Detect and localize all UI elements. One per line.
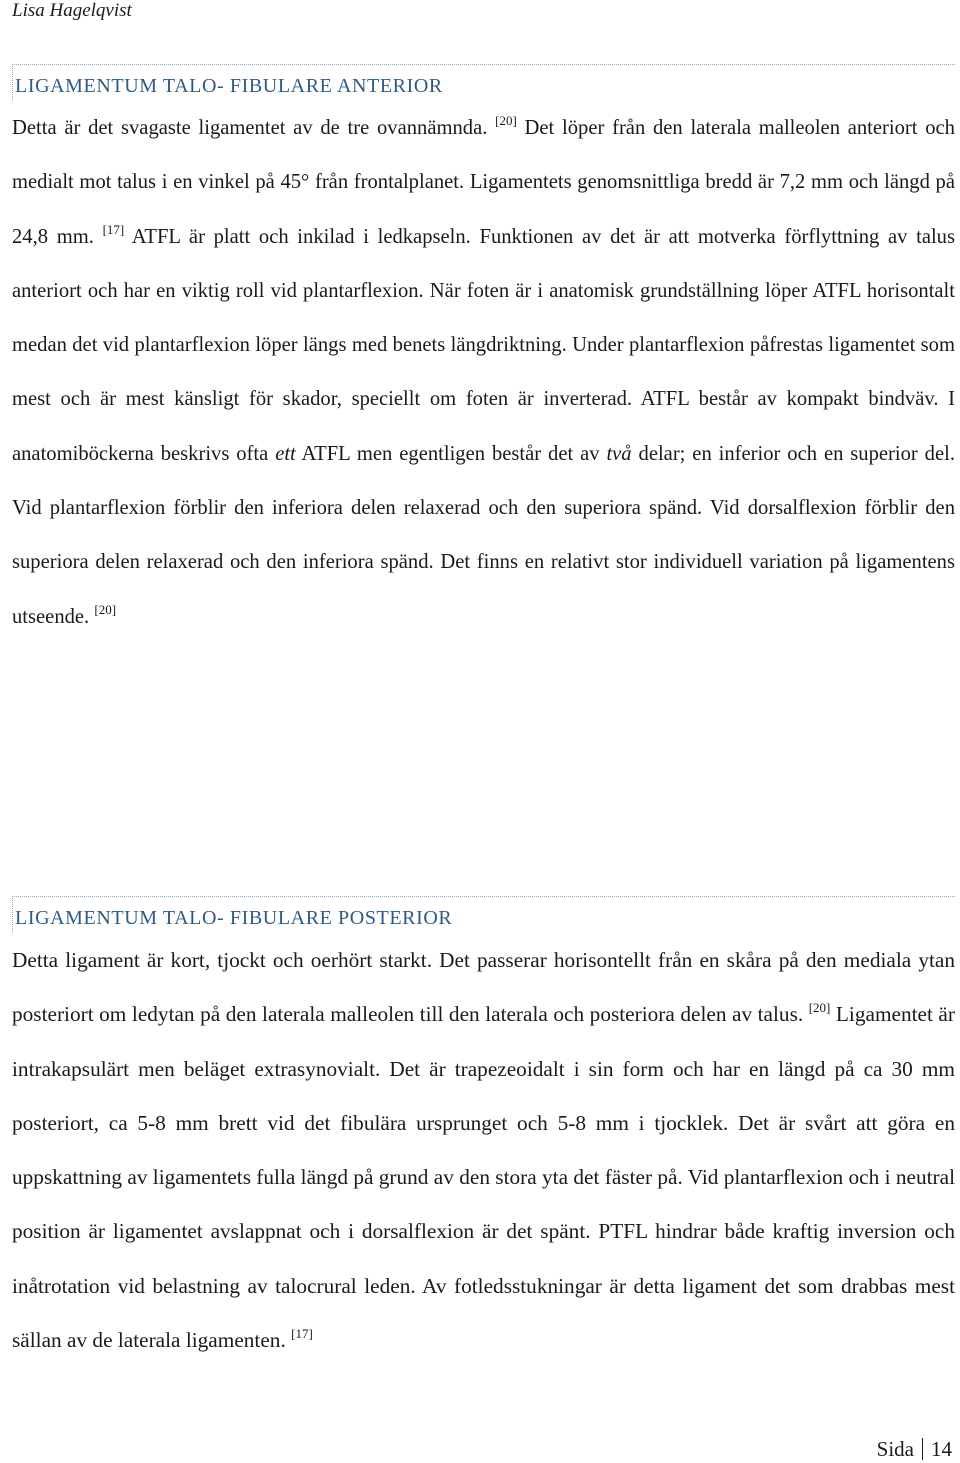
text-run: Detta är det svagaste ligamentet av de tre ovannämnda. [12,117,496,139]
citation-ref: [17] [102,221,125,237]
header-author: Lisa Hagelqvist [12,0,132,21]
body-paragraph [12,101,955,644]
body-paragraph [12,933,955,1367]
text-run: ATFL men egentligen består det av [295,442,607,465]
text-run: Detta ligament är kort, tjockt och oerhört starkt. Det passerar horisontellt från en skåra på den mediala ytan posteriort om ledytan på den laterala malleolen till den laterala och posteriora delen av talus. [12,948,955,1027]
emphasized-text: två [606,442,632,465]
section-heading: LIGAMENTUM TALO- FIBULARE ANTERIOR [15,75,443,97]
citation-ref: [20] [808,1000,831,1016]
section-atfl [12,64,955,644]
section-heading: LIGAMENTUM TALO- FIBULARE POSTERIOR [15,907,453,929]
section-heading-frame [12,64,955,101]
citation-ref: [20] [94,601,117,617]
text-run: ATFL är platt och inkilad i ledkapseln. Funktionen av det är att motverka förflyttning av talus anteriort och har en viktig roll vid plantarflexion. När foten är i anatomisk grundställning löper ATFL horisontalt medan det vid plantarflexion löper längs med benets längdriktning. Under plantarflexion påfrestas ligamentet som mest och är mest känsligt för skador, speciellt om foten är inverterad. ATFL består av kompakt bindväv. I anatomiböckerna beskrivs ofta [12,225,955,465]
page-label: Sida [876,1437,914,1461]
text-run: Det löper från den laterala malleolen anteriort och medialt mot talus i en vinkel på 45° från frontalplanet. Ligamentets genomsnittliga bredd är 7,2 mm och längd på 24,8 mm. [12,117,955,248]
text-run: Ligamentet är intrakapsulärt men beläget extrasynovialt. Det är trapezeoidalt i sin form och har en längd på ca 30 mm posteriort, ca 5-8 mm brett vid det fibulära ursprunget och 5-8 mm i tjocklek. Det är svårt att göra en uppskattning av ligamentets fulla längd på grund av den stora yta det fäster på. Vid plantarflexion och i neutral position är ligamentet avslappnat och i dorsalflexion är det spänt. PTFL hindrar både kraftig inversion och inåtrotation vid belastning av talocrural leden. Av fotledsstukningar är detta ligament det som drabbas mest sällan av de laterala ligamenten. [12,1002,955,1353]
footer-separator [922,1438,923,1460]
citation-ref: [20] [495,113,517,128]
emphasized-text: ett [275,442,296,465]
page-footer [877,1437,952,1462]
text-run: delar; en inferior och en superior del. Vid plantarflexion förblir den inferiora delen relaxerad och den superiora spänd. Vid dorsalflexion förblir den superiora delen relaxerad och den inferiora spänd. Det finns en relativt stor individuell variation på ligamentens utseende. [12,442,955,628]
citation-ref: [17] [291,1326,313,1342]
section-heading-frame [12,896,955,933]
section-ptfl [12,896,955,1367]
page-number: 14 [931,1437,952,1461]
